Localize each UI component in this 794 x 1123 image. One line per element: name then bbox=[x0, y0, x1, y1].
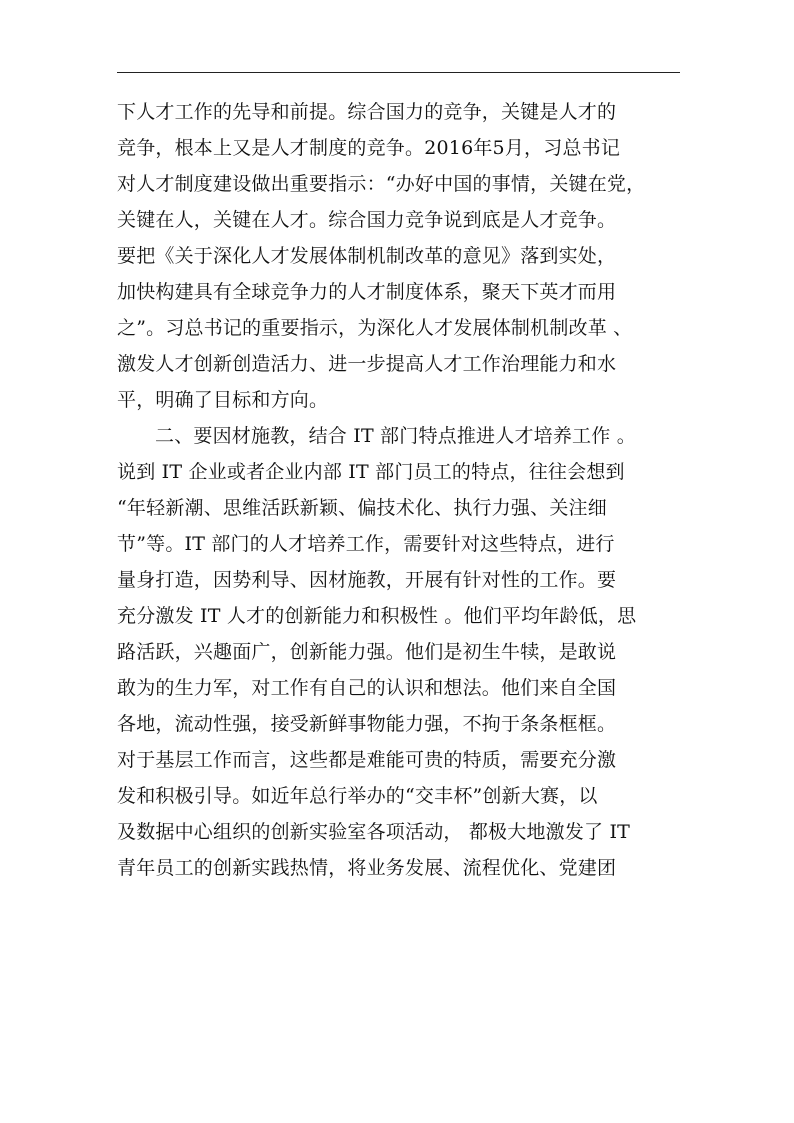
section-heading-line: 二、要因材施教，结合 IT 部门特点推进人才培养工作 。 bbox=[155, 425, 636, 447]
text-line: 量身打造，因势利导、因材施教，开展有针对性的工作。要 bbox=[117, 569, 617, 591]
text-line: 要把《关于深化人才发展体制机制改革的意见》落到实处， bbox=[117, 245, 617, 267]
text-line: 节”等。IT 部门的人才培养工作，需要针对这些特点，进行 bbox=[117, 533, 615, 555]
text-line: 激发人才创新创造活力、进一步提高人才工作治理能力和水 bbox=[117, 353, 617, 375]
text-line: 竞争，根本上又是人才制度的竞争。2016年5月，习总书记 bbox=[117, 137, 621, 159]
header-rule bbox=[117, 72, 680, 73]
text-line: 加快构建具有全球竞争力的人才制度体系，聚天下英才而用 bbox=[117, 281, 617, 303]
text-line: 各地，流动性强，接受新鲜事物能力强，不拘于条条框框。 bbox=[117, 713, 617, 735]
text-line: “年轻新潮、思维活跃新颖、偏技术化、执行力强、关注细 bbox=[117, 497, 607, 519]
text-line: 之”。习总书记的重要指示，为深化人才发展体制机制改革 、 bbox=[117, 317, 633, 339]
text-line: 对于基层工作而言，这些都是难能可贵的特质，需要充分激 bbox=[117, 749, 617, 771]
text-line: 及数据中心组织的创新实验室各项活动， 都极大地激发了 IT bbox=[117, 821, 631, 843]
text-line: 发和积极引导。如近年总行举办的“交丰杯”创新大赛，以 bbox=[117, 785, 598, 807]
text-line: 平，明确了目标和方向。 bbox=[117, 389, 329, 411]
text-line: 路活跃，兴趣面广，创新能力强。他们是初生牛犊，是敢说 bbox=[117, 641, 617, 663]
text-line: 下人才工作的先导和前提。综合国力的竞争，关键是人才的 bbox=[117, 101, 617, 123]
text-line: 敢为的生力军，对工作有自己的认识和想法。他们来自全国 bbox=[117, 677, 617, 699]
text-line: 关键在人，关键在人才。综合国力竞争说到底是人才竞争。 bbox=[117, 209, 617, 231]
text-line: 青年员工的创新实践热情，将业务发展、流程优化、党建团 bbox=[117, 857, 617, 879]
text-line: 充分激发 IT 人才的创新能力和积极性 。他们平均年龄低，思 bbox=[117, 605, 637, 627]
text-line: 对人才制度建设做出重要指示：“办好中国的事情，关键在党， bbox=[117, 173, 646, 195]
text-line: 说到 IT 企业或者企业内部 IT 部门员工的特点，往往会想到 bbox=[117, 461, 625, 483]
body-text bbox=[117, 94, 687, 886]
